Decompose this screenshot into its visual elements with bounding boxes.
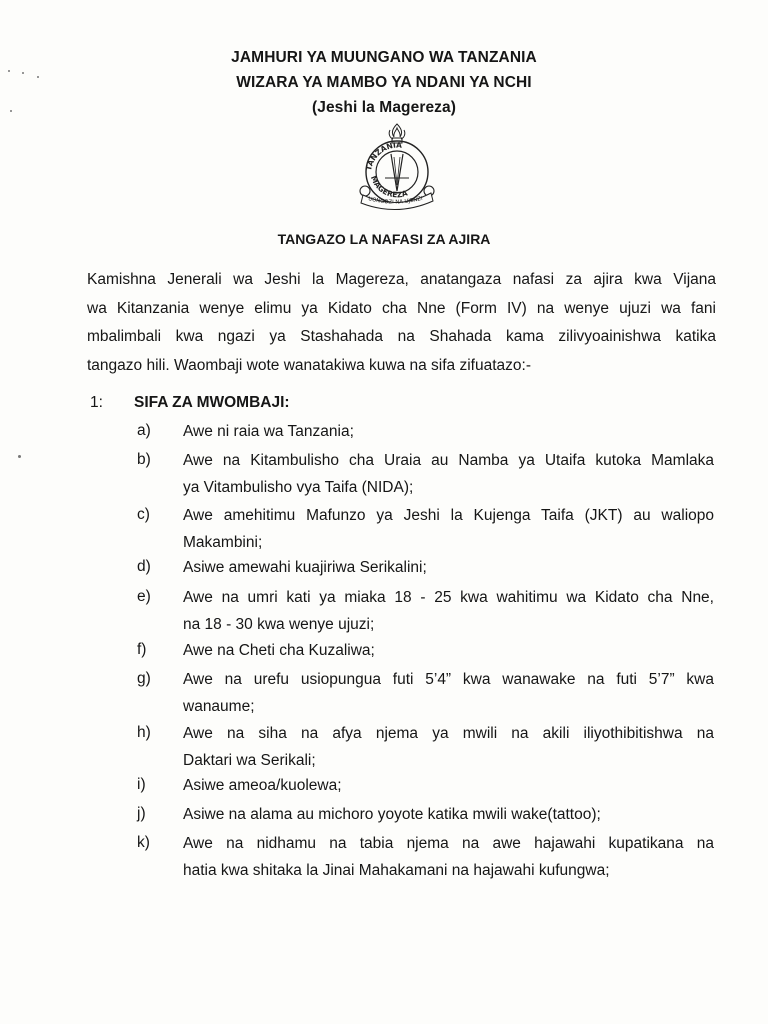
list-item xyxy=(183,720,714,774)
list-item-letter: g) xyxy=(137,670,151,687)
list-item xyxy=(183,801,714,828)
intro-line: mbalimbali kwa ngazi ya Stashahada na Shahada kama zilivyoainishwa katika xyxy=(87,328,716,345)
list-item-line: ya Vitambulisho vya Taifa (NIDA); xyxy=(183,479,414,496)
header-ministry: WIZARA YA MAMBO YA NDANI YA NCHI xyxy=(236,74,532,91)
emblem-ribbon-text: UONGOZI NA UJENZI xyxy=(367,195,424,206)
list-item-line: Awe amehitimu Mafunzo ya Jeshi la Kujenga Taifa (JKT) au waliopo xyxy=(183,507,714,524)
scan-speck xyxy=(8,70,10,72)
list-item-line: Awe na nidhamu na tabia njema na awe hajawahi kupatikana na xyxy=(183,835,714,852)
list-item-letter: c) xyxy=(137,506,150,523)
emblem-top-text: TANZANIA xyxy=(364,140,403,172)
section-number: 1: xyxy=(90,394,103,411)
header-republic: JAMHURI YA MUUNGANO WA TANZANIA xyxy=(231,49,537,66)
list-item-line: Awe na siha na afya njema ya mwili na akili iliyothibitishwa na xyxy=(183,725,714,742)
list-item-letter: k) xyxy=(137,834,150,851)
section-title: SIFA ZA MWOMBAJI: xyxy=(134,394,290,411)
list-item-letter: f) xyxy=(137,641,147,658)
list-item-line: Makambini; xyxy=(183,534,263,551)
list-item-letter: i) xyxy=(137,776,146,793)
list-item-letter: h) xyxy=(137,724,151,741)
list-item-line: Asiwe ameoa/kuolewa; xyxy=(183,777,342,794)
list-item xyxy=(183,502,714,556)
list-item xyxy=(183,830,714,884)
list-item-line: Awe na Cheti cha Kuzaliwa; xyxy=(183,642,375,659)
list-item-letter: a) xyxy=(137,422,151,439)
intro-line: tangazo hili. Waombaji wote wanatakiwa kuwa na sifa zifuatazo:- xyxy=(87,356,531,374)
list-item xyxy=(183,418,714,445)
list-item-line: Asiwe na alama au michoro yoyote katika mwili wake(tattoo); xyxy=(183,806,601,823)
list-item-letter: e) xyxy=(137,588,151,605)
intro-paragraph xyxy=(87,266,716,380)
list-item xyxy=(183,447,714,501)
list-item xyxy=(183,554,714,581)
emblem-bottom-text: MAGEREZA xyxy=(368,174,409,200)
announcement-title: TANGAZO LA NAFASI ZA AJIRA xyxy=(277,231,491,247)
scan-speck xyxy=(18,455,21,458)
list-item-line: Awe na umri kati ya miaka 18 - 25 kwa wahitimu wa Kidato cha Nne, xyxy=(183,589,714,606)
list-item-letter: d) xyxy=(137,558,151,575)
list-item-line: Asiwe amewahi kuajiriwa Serikalini; xyxy=(183,559,427,576)
list-item-line: Awe na Kitambulisho cha Uraia au Namba ya Utaifa kutoka Mamlaka xyxy=(183,452,714,469)
list-item xyxy=(183,666,714,720)
list-item xyxy=(183,637,714,664)
list-item-line: hatia kwa shitaka la Jinai Mahakamani na hajawahi kufungwa; xyxy=(183,862,610,879)
list-item-line: Awe ni raia wa Tanzania; xyxy=(183,423,354,440)
prisons-emblem-icon xyxy=(351,121,443,213)
header-department: (Jeshi la Magereza) xyxy=(311,99,457,116)
list-item-line: Daktari wa Serikali; xyxy=(183,752,316,769)
list-item-line: Awe na urefu usiopungua futi 5’4” kwa wanawake na futi 5’7” kwa xyxy=(183,671,714,688)
list-item xyxy=(183,772,714,799)
list-item-letter: b) xyxy=(137,451,151,468)
intro-line: wa Kitanzania wenye elimu ya Kidato cha Nne (Form IV) na wenye ujuzi wa fani xyxy=(87,299,716,317)
list-item xyxy=(183,584,714,638)
list-item-letter: j) xyxy=(137,805,146,822)
list-item-line: wanaume; xyxy=(183,698,255,715)
intro-line: Kamishna Jenerali wa Jeshi la Magereza, anatangaza nafasi za ajira kwa Vijana xyxy=(87,271,716,288)
list-item-line: na 18 - 30 kwa wenye ujuzi; xyxy=(183,616,375,633)
